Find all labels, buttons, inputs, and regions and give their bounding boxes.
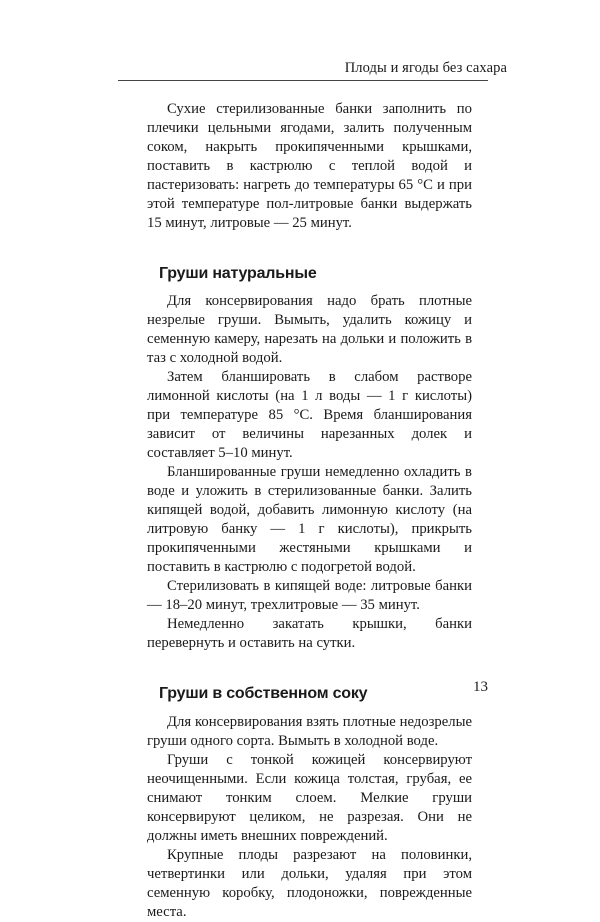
section2-paragraph-3: Крупные плоды разрезают на половинки, четвертинки или дольки, удаляя при этом семенную коробку, плодоножки, поврежденные места. — [147, 847, 472, 920]
page-number: 13 — [473, 679, 488, 695]
section2-paragraph-1: Для консервирования взять плотные недозрелые груши одного сорта. Вымыть в холодной воде. — [147, 714, 472, 749]
section1-paragraph-2: Затем бланшировать в слабом растворе лимонной кислоты (на 1 л воды — 1 г кислоты) при температуре 85 °С. Время бланширования зависит от величины нарезанных долек и составляет 5–10 минут. — [147, 369, 472, 461]
section-heading-pears-own-juice: Груши в собственном соку — [159, 685, 368, 702]
intro-paragraph-1: Сухие стерилизованные банки заполнить по плечики цельными ягодами, залить полученным соком, накрыть прокипяченными крышками, поставить в кастрюлю с теплой водой и пастеризовать: нагреть до температуры 65 °С и при этой температуре пол-литровые банки выдержать 15 минут, литровые — 25 минут. — [147, 101, 472, 231]
header-rule — [118, 80, 488, 81]
section2-paragraph-2: Груши с тонкой кожицей консервируют неочищенными. Если кожица толстая, грубая, ее снимают тонким слоем. Мелкие груши консервируют целиком, не разрезая. Они не должны иметь внешних повреждений. — [147, 752, 472, 844]
section-heading-pears-natural: Груши натуральные — [159, 265, 317, 282]
page-body — [147, 100, 472, 922]
section1-paragraph-1: Для консервирования надо брать плотные незрелые груши. Вымыть, удалить кожицу и семенную камеру, нарезать на дольки и положить в таз с холодной водой. — [147, 293, 472, 366]
section1-paragraph-5: Немедленно закатать крышки, банки перевернуть и оставить на сутки. — [147, 616, 472, 651]
section1-paragraph-4: Стерилизовать в кипящей воде: литровые банки — 18–20 минут, трехлитровые — 35 минут. — [147, 578, 472, 613]
running-head: Плоды и ягоды без сахара — [344, 60, 507, 76]
section1-paragraph-3: Бланшированные груши немедленно охладить в воде и уложить в стерилизованные банки. Залить кипящей водой, добавить лимонную кислоту (на литровую банку — 1 г кислоты), прикрыть прокипяченными жестяными крышками и поставить в кастрюлю с подогретой водой. — [147, 464, 472, 575]
